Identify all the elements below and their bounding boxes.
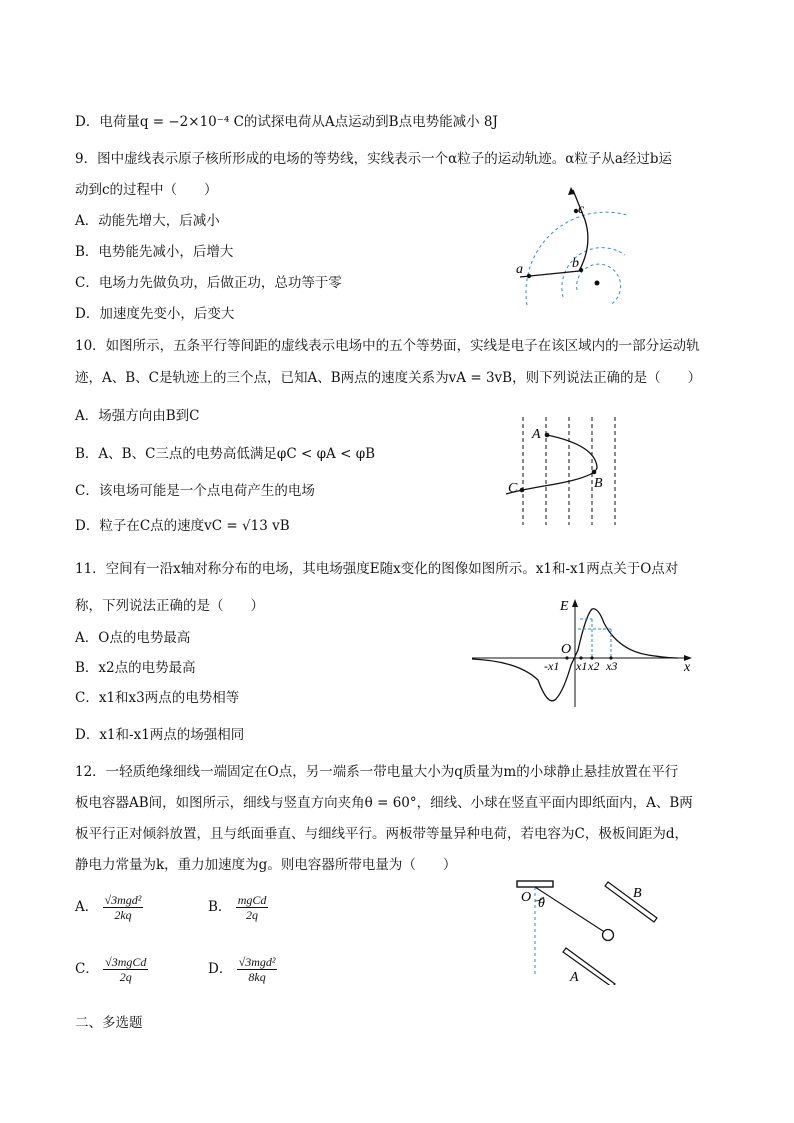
q10-label-c: C	[508, 481, 518, 496]
q11-option-c: C．x1和x3两点的电势相等	[75, 690, 240, 706]
q12-label-theta: θ	[538, 896, 545, 911]
q12-label-a: A	[570, 970, 579, 985]
q12-option-d-fraction	[237, 955, 278, 984]
q12-option-b-fraction	[236, 893, 269, 922]
q12-option-b-den: 2q	[246, 908, 259, 922]
q10-figure	[500, 415, 630, 527]
q12-option-a-fraction	[103, 893, 144, 922]
q11-label-e: E	[560, 599, 569, 614]
q12-option-c-num: √3mgCd	[105, 955, 147, 969]
q12-option-d	[208, 955, 277, 984]
q10-option-b: B．A、B、C三点的电势高低满足φC < φA < φB	[75, 446, 376, 462]
q9-label-a: a	[516, 262, 523, 277]
q9-option-a: A．动能先增大，后减小	[75, 213, 220, 229]
q12-option-d-num: √3mgd²	[238, 955, 276, 969]
q11-label-neg-x1: -x1	[544, 659, 560, 673]
q9-stem-line1: 9．图中虚线表示原子核所形成的电场的等势线，实线表示一个α粒子的运动轨迹。α粒子从a经过b运	[75, 151, 673, 167]
q12-stem-line3: 板平行正对倾斜放置，且与纸面垂直、与细线平行。两板带等量异种电荷，若电容为C，极板间距为d，	[75, 826, 688, 842]
q12-label-b: B	[633, 886, 642, 901]
section-heading: 二、多选题	[75, 1015, 143, 1031]
q11-label-x1: x1	[576, 659, 588, 673]
q11-stem-line1: 11．空间有一沿x轴对称分布的电场，其电场强度E随x变化的图像如图所示。x1和-x1两点关于O点对	[75, 561, 679, 577]
q12-option-a	[75, 893, 143, 922]
q12-option-c-den: 2q	[119, 970, 132, 984]
q9-option-c: C．电场力先做负功，后做正功，总功等于零	[75, 275, 342, 291]
q12-option-a-num: √3mgd²	[104, 893, 142, 907]
q11-label-x: x	[684, 660, 691, 675]
q10-label-a: A	[532, 427, 541, 442]
q10-option-a: A．场强方向由B到C	[75, 408, 200, 424]
q12-option-a-den: 2kq	[114, 908, 132, 922]
q8-option-d: D．电荷量q = −2×10⁻⁴ C的试探电荷从A点运动到B点电势能减小 8J	[75, 114, 498, 130]
q11-option-b: B．x2点的电势最高	[75, 660, 196, 676]
q12-stem-line4: 静电力常量为k，重力加速度为g。则电容器所带电量为（ ）	[75, 857, 457, 873]
q10-option-c: C．该电场可能是一个点电荷产生的电场	[75, 483, 315, 499]
q12-label-o: O	[521, 890, 532, 905]
q10-stem-line1: 10．如图所示，五条平行等间距的虚线表示电场中的五个等势面，实线是电子在该区域内的一部分运动轨	[75, 338, 700, 354]
q9-option-d: D．加速度先变小，后变大	[75, 306, 235, 322]
q12-option-c	[75, 955, 148, 984]
q12-option-c-fraction	[103, 955, 148, 984]
q12-stem-line2: 板电容器AB间，如图所示，细线与竖直方向夹角θ = 60°，细线、小球在竖直平面内即纸面内，A、B两	[75, 795, 693, 811]
q12-option-b-letter: B．	[208, 899, 232, 915]
q12-option-d-letter: D．	[208, 961, 233, 977]
q12-option-c-letter: C．	[75, 961, 99, 977]
q11-option-a: A．O点的电势最高	[75, 630, 191, 646]
q12-option-b	[208, 893, 268, 922]
q11-option-d: D．x1和-x1两点的场强相同	[75, 727, 245, 743]
q11-label-x3: x3	[606, 659, 618, 673]
q10-label-b: B	[594, 476, 603, 491]
q9-option-b: B．电势能先减小，后增大	[75, 244, 234, 260]
q11-figure	[468, 595, 696, 710]
q11-label-o: O	[561, 642, 572, 657]
q11-label-x2: x2	[588, 659, 600, 673]
q9-figure	[505, 185, 640, 320]
q9-label-b: b	[572, 256, 579, 271]
q12-option-d-den: 8kq	[248, 970, 266, 984]
q9-label-c: c	[578, 202, 585, 217]
q10-option-d: D．粒子在C点的速度vC = √13 vB	[75, 518, 290, 534]
q10-stem-line2: 迹，A、B、C是轨迹上的三个点，已知A、B两点的速度关系为vA = 3vB，则下列说法正确的是（ ）	[75, 370, 702, 386]
q12-option-b-num: mgCd	[237, 893, 267, 907]
q9-stem-line2: 动到c的过程中（ ）	[75, 182, 218, 198]
q12-figure	[510, 875, 660, 985]
q11-stem-line2: 称，下列说法正确的是（ ）	[75, 598, 264, 614]
q12-stem-line1: 12．一轻质绝缘细线一端固定在O点，另一端系一带电量大小为q质量为m的小球静止悬挂放置在平行	[75, 764, 679, 780]
q12-option-a-letter: A．	[75, 899, 99, 915]
